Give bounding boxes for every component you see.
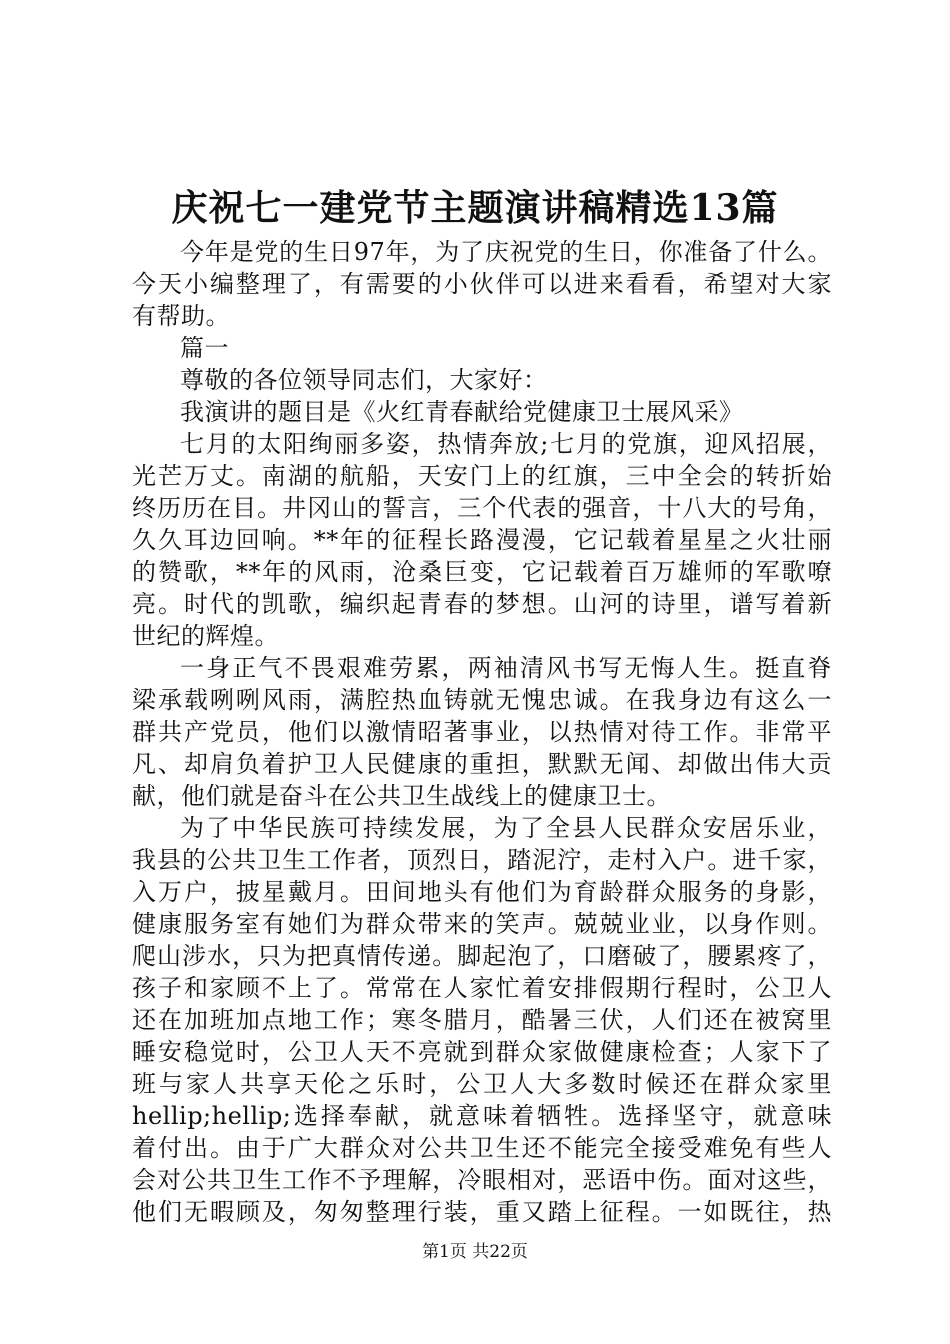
- text-line: 凡、却肩负着护卫人民健康的重担，默默无闻、却做出伟大贡: [132, 750, 832, 778]
- text-line: 他们无暇顾及，匆匆整理行装，重又踏上征程。一如既往，热: [132, 1198, 832, 1226]
- text-line: 有帮助。: [132, 302, 230, 330]
- text-line: 还在加班加点地工作；寒冬腊月，酷暑三伏，人们还在被窝里: [132, 1006, 832, 1034]
- text-line: 亮。时代的凯歌，编织起青春的梦想。山河的诗里，谱写着新: [132, 590, 832, 618]
- text-line: 七月的太阳绚丽多姿，热情奔放;七月的党旗，迎风招展，: [180, 430, 832, 458]
- text-line: 会对公共卫生工作不予理解，冷眼相对，恶语中伤。面对这些，: [132, 1166, 832, 1194]
- text-line: 我县的公共卫生工作者，顶烈日，踏泥泞，走村入户。进千家，: [132, 846, 832, 874]
- text-line: 班与家人共享天伦之乐时，公卫人大多数时候还在群众家里: [132, 1070, 832, 1098]
- text-line: hellip;hellip;选择奉献，就意味着牺牲。选择坚守，就意味: [132, 1102, 832, 1130]
- text-line: 一身正气不畏艰难劳累，两袖清风书写无悔人生。挺直脊: [180, 654, 832, 682]
- text-line: 终历历在目。井冈山的誓言，三个代表的强音，十八大的号角，: [132, 494, 832, 522]
- text-line: 为了中华民族可持续发展，为了全县人民群众安居乐业，: [180, 814, 832, 842]
- text-line: 光芒万丈。南湖的航船，天安门上的红旗，三中全会的转折始: [132, 462, 832, 490]
- text-line: 梁承载咧咧风雨，满腔热血铸就无愧忠诚。在我身边有这么一: [132, 686, 832, 714]
- document-title: 庆祝七一建党节主题演讲稿精选13篇: [171, 187, 779, 229]
- text-line: 的赞歌，**年的风雨，沧桑巨变，它记载着百万雄师的军歌嘹: [132, 558, 832, 586]
- text-line: 孩子和家顾不上了。常常在人家忙着安排假期行程时，公卫人: [132, 974, 832, 1002]
- text-line: 今天小编整理了，有需要的小伙伴可以进来看看，希望对大家: [132, 270, 832, 298]
- text-line: 着付出。由于广大群众对公共卫生还不能完全接受难免有些人: [132, 1134, 832, 1162]
- page-footer: 第1页 共22页: [422, 1242, 528, 1262]
- document-body: [132, 236, 832, 1228]
- text-line: 久久耳边回响。**年的征程长路漫漫，它记载着星星之火壮丽: [132, 526, 832, 554]
- text-line: 睡安稳觉时，公卫人天不亮就到群众家做健康检查；人家下了: [132, 1038, 832, 1066]
- text-line: 献，他们就是奋斗在公共卫生战线上的健康卫士。: [132, 782, 671, 810]
- text-line: 世纪的辉煌。: [132, 622, 279, 650]
- text-line: 今年是党的生日97年，为了庆祝党的生日，你准备了什么。: [180, 238, 832, 266]
- text-line: 尊敬的各位领导同志们，大家好：: [180, 366, 548, 394]
- text-line: 健康服务室有她们为群众带来的笑声。兢兢业业，以身作则。: [132, 910, 832, 938]
- section-heading: 篇一: [180, 334, 229, 362]
- text-line: 入万户，披星戴月。田间地头有他们为育龄群众服务的身影，: [132, 878, 832, 906]
- text-line: 我演讲的题目是《火红青春献给党健康卫士展风采》: [180, 398, 744, 426]
- text-line: 爬山涉水，只为把真情传递。脚起泡了，口磨破了，腰累疼了，: [132, 942, 832, 970]
- text-line: 群共产党员，他们以激情昭著事业，以热情对待工作。非常平: [132, 718, 832, 746]
